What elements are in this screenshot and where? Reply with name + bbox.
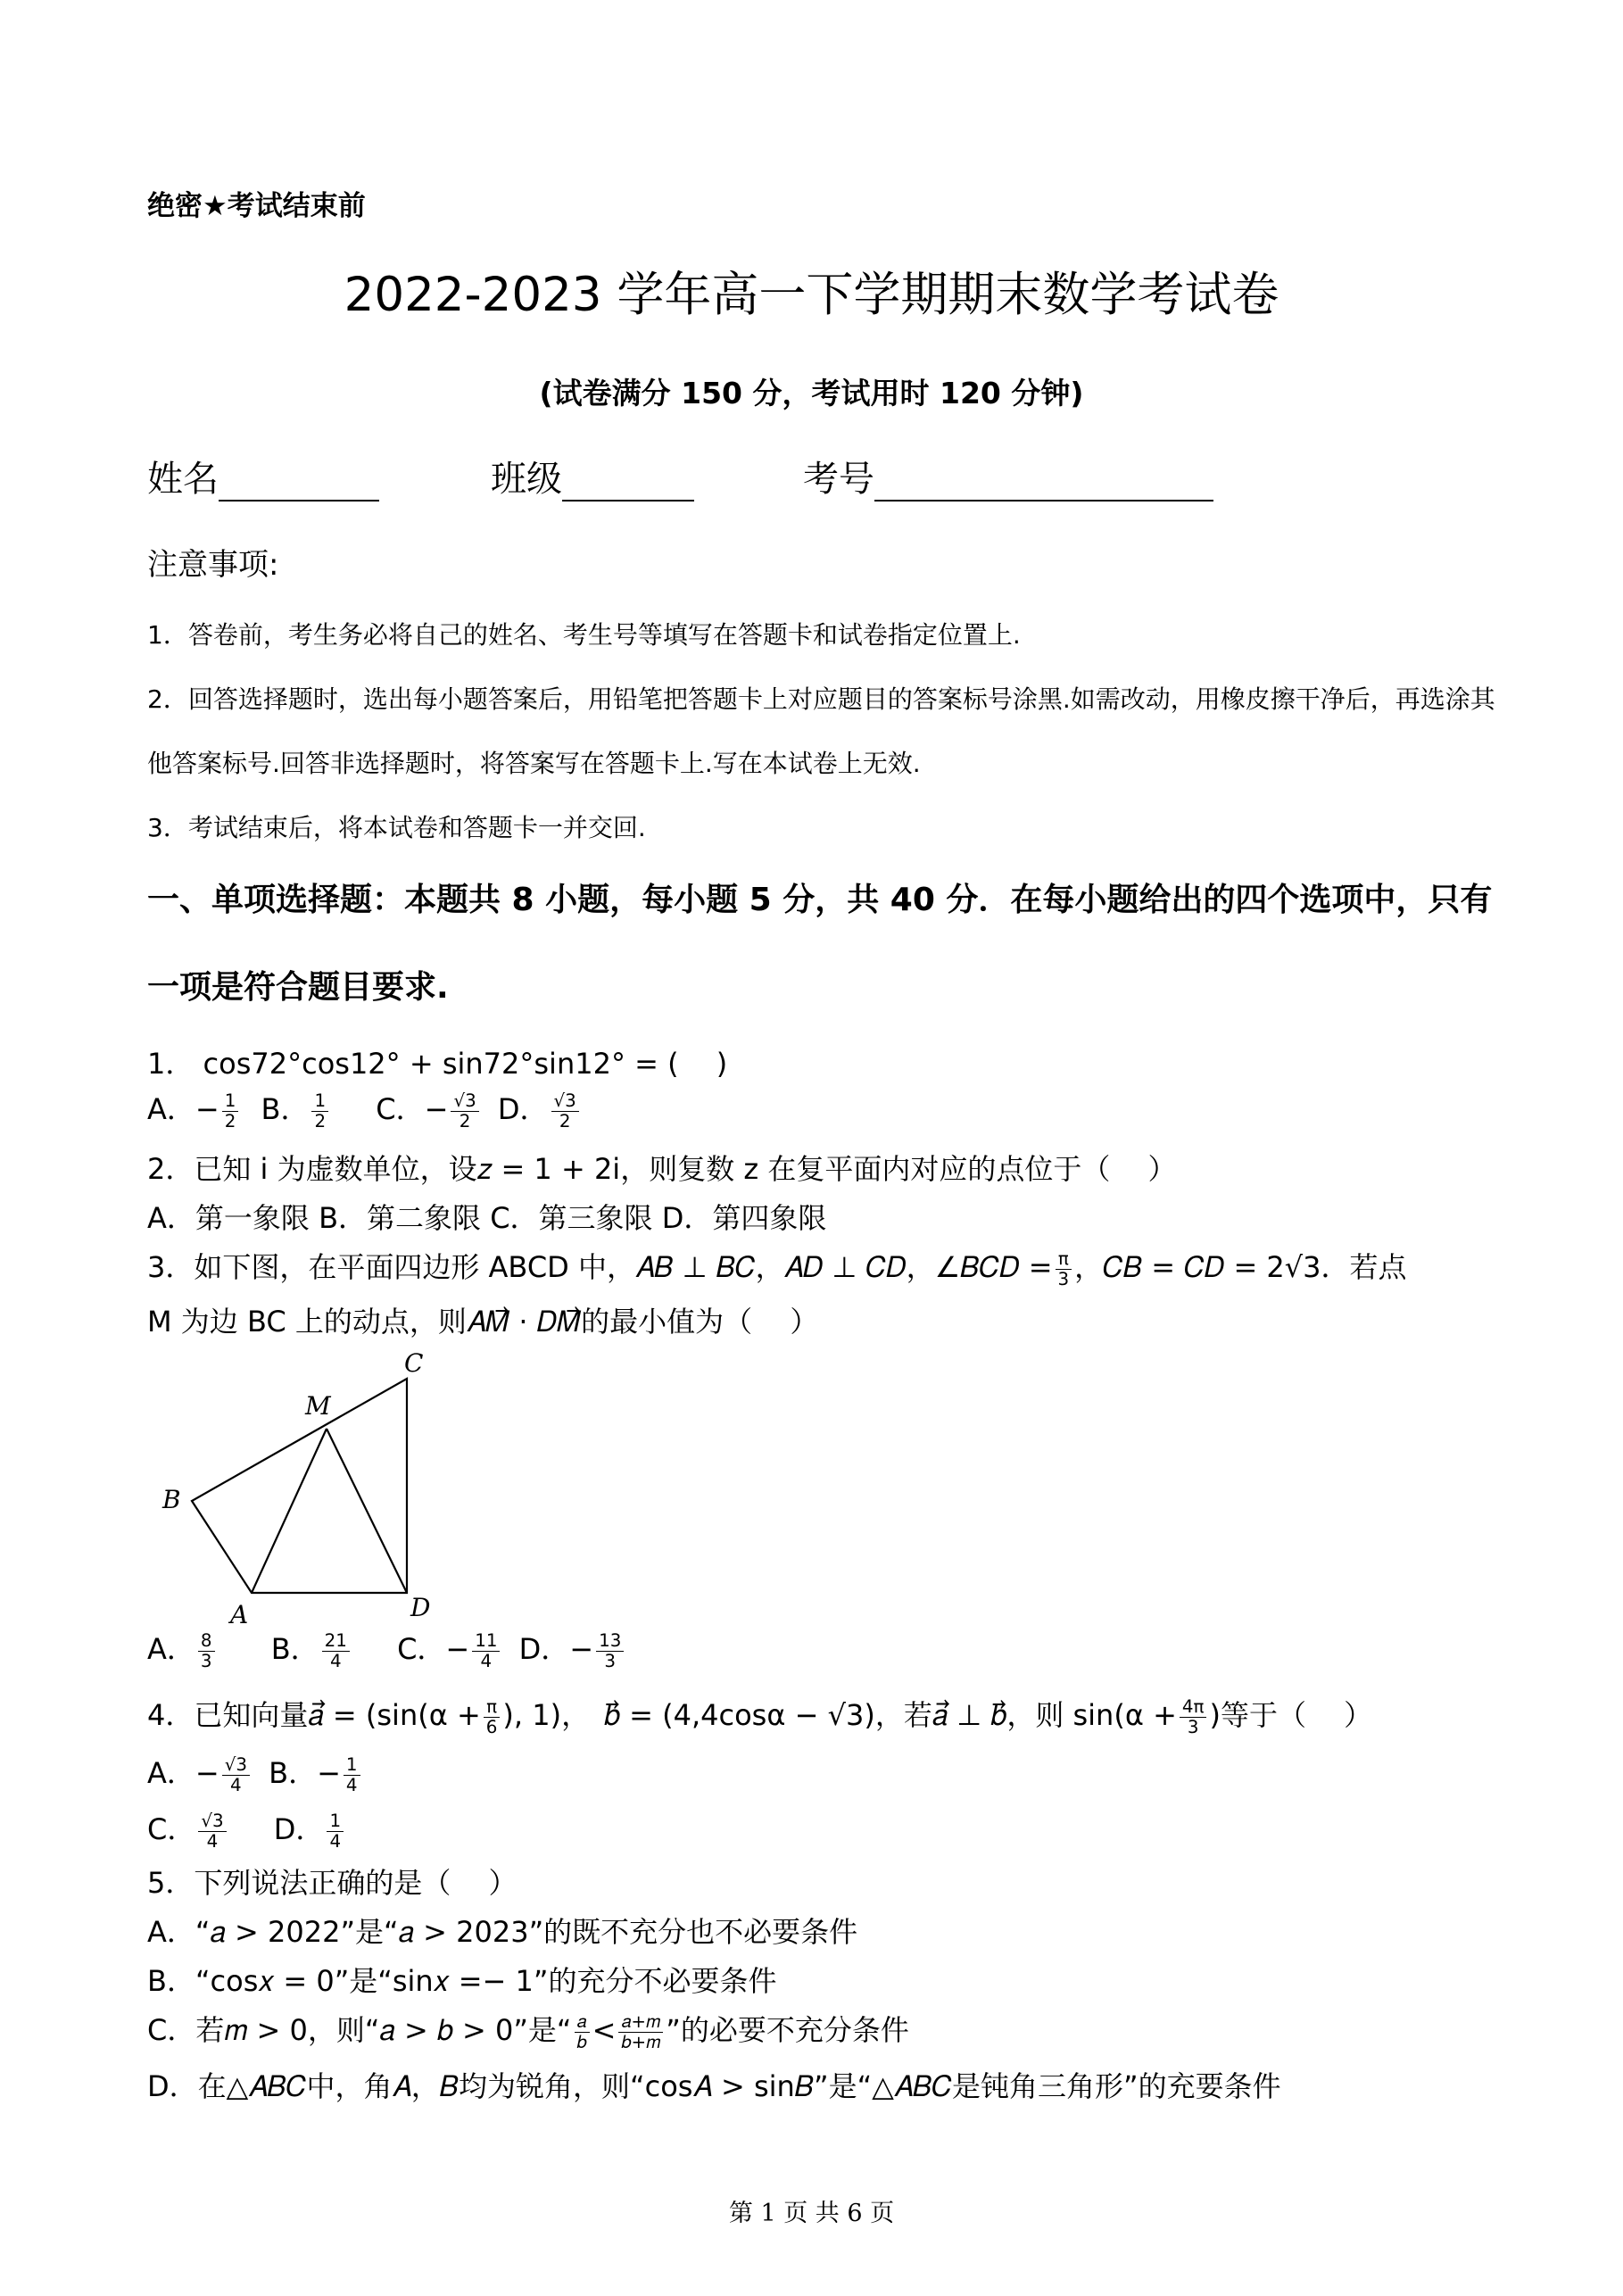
q4-option-b-fraction: $\frac{1}{4}$ [344, 1755, 360, 1795]
q1-option-c-label: C．− [376, 1092, 449, 1126]
q1-option-b-label: B． [261, 1092, 310, 1126]
confidential-label: 绝密★考试结束前 [147, 190, 366, 222]
question-2-options: A．第一象限 B．第二象限 C．第三象限 D．第四象限 [147, 1201, 827, 1235]
notice-title: 注意事项: [147, 547, 279, 583]
point-label-c: C [404, 1348, 424, 1378]
class-label: 班级 [491, 459, 562, 500]
question-4-options-ab [147, 1751, 363, 1795]
question-2-stem: 2．已知 i 为虚数单位，设𝑧 = 1 + 2i，则复数 z 在复平面内对应的点位于（ ） [147, 1152, 1177, 1186]
q3-option-b-fraction: $\frac{21}{4}$ [322, 1631, 350, 1671]
segment-dm [327, 1429, 407, 1593]
q5-fraction-am-over-bm: $\frac{\text{𝑎+𝑚}}{\text{𝑏+𝑚}}$ [618, 2012, 663, 2052]
question-5-option-b: B．“cos𝑥 = 0”是“sin𝑥 =− 1”的充分不必要条件 [147, 1964, 777, 1998]
q3-option-d-label: D．− [518, 1632, 594, 1666]
point-label-b: B [162, 1485, 181, 1514]
quadrilateral-diagram [152, 1343, 473, 1629]
notice-item-3: 3．考试结束后，将本试卷和答题卡一并交回. [147, 813, 646, 842]
section-heading-line1: 一、单项选择题：本题共 8 小题，每小题 5 分，共 40 分．在每小题给出的四个选项中，只有 [147, 882, 1493, 918]
q3-option-c-label: C．− [397, 1632, 470, 1666]
q4-fraction-2: $\frac{4\pi}{3}$ [1180, 1697, 1207, 1737]
question-3-options [147, 1627, 626, 1670]
question-5-option-d: D．在△𝐴𝐵𝐶中，角𝐴，𝐵均为锐角，则“cos𝐴 > sin𝐵”是“△𝐴𝐵𝐶是钝角三角形”的充要条件 [147, 2069, 1281, 2103]
question-5-option-c: C．若𝑚 > 0，则“𝑎 > 𝑏 > 0”是“ $\frac{\text{𝑎}}{\text{𝑏}}$ < $\frac{\text{𝑎+𝑚}}{\text{𝑏+𝑚}}$ ”的必要不充分条件 [147, 2010, 909, 2052]
page-title: 2022-2023 学年高一下学期期末数学考试卷 [344, 268, 1279, 322]
q3-option-b-label: B． [270, 1632, 319, 1666]
q1-option-a-fraction: $\frac{1}{2}$ [222, 1091, 239, 1131]
class-field [491, 451, 694, 501]
notice-item-2b: 他答案标号.回答非选择题时，将答案写在答题卡上.写在本试卷上无效. [147, 749, 921, 778]
question-5-stem: 5．下列说法正确的是（ ） [147, 1866, 518, 1900]
q5-fraction-a-over-b: $\frac{\text{𝑎}}{\text{𝑏}}$ [575, 2012, 590, 2052]
point-label-a: A [230, 1600, 249, 1629]
q4-option-c-fraction: $\frac{√3}{4}$ [198, 1811, 226, 1852]
name-blank[interactable] [219, 466, 379, 501]
q4-option-d-label: D． [273, 1812, 325, 1846]
question-1-stem: 1． cos72°cos12° + sin72°sin12° = ( ) [147, 1047, 728, 1081]
q4-option-a-label: A．− [147, 1756, 219, 1790]
q3-option-a-label: A． [147, 1632, 195, 1666]
name-field [147, 451, 379, 501]
name-label: 姓名 [147, 459, 219, 500]
question-3-stem-line1: 3．如下图，在平面四边形 ABCD 中，𝐴𝐵 ⊥ 𝐵𝐶，𝐴𝐷 ⊥ 𝐶𝐷，∠𝐵𝐶𝐷 = $\frac{\pi}{3}$ ，𝐶𝐵 = 𝐶𝐷 = 2√3．若点 [147, 1247, 1407, 1289]
q1-option-d-fraction: $\frac{√3}{2}$ [551, 1091, 579, 1131]
quadrilateral-abcd [192, 1379, 407, 1593]
exam-no-label: 考号 [803, 459, 874, 500]
question-4-stem: 4．已知向量𝑎⃗ = (sin(α + $\frac{\pi}{6}$ ), 1)， 𝑏⃗ = (4,4cosα − √3)，若𝑎⃗ ⊥ 𝑏⃗，则 sin(α + $\frac{4\pi}{3}$ )等于（ ） [147, 1695, 1373, 1737]
point-label-d: D [410, 1593, 431, 1622]
page-subtitle: (试卷满分 150 分，考试用时 120 分钟) [539, 376, 1084, 410]
q3-option-a-fraction: $\frac{8}{3}$ [198, 1631, 215, 1671]
class-blank[interactable] [562, 466, 694, 501]
section-heading-line2: 一项是符合题目要求. [147, 969, 449, 1006]
q4-option-c-label: C． [147, 1812, 196, 1846]
segment-am [252, 1429, 327, 1593]
q4-fraction-1: $\frac{\pi}{6}$ [484, 1697, 501, 1737]
question-3-stem-line2: M 为边 BC 上的动点，则𝐴𝑀⃗ · 𝐷𝑀⃗的最小值为（ ） [147, 1305, 819, 1339]
q1-option-d-label: D． [497, 1092, 549, 1126]
point-label-m: M [305, 1391, 331, 1421]
q4-option-d-fraction: $\frac{1}{4}$ [327, 1811, 344, 1852]
q4-option-a-fraction: $\frac{√3}{4}$ [222, 1755, 250, 1795]
question-4-options-cd [147, 1807, 346, 1851]
q3-angle-fraction: $\frac{\pi}{3}$ [1056, 1249, 1072, 1289]
question-5-option-a: A．“𝑎 > 2022”是“𝑎 > 2023”的既不充分也不必要条件 [147, 1915, 858, 1949]
q1-option-a-label: A．− [147, 1092, 219, 1126]
q4-option-b-label: B．− [269, 1756, 341, 1790]
q1-option-c-fraction: $\frac{√3}{2}$ [451, 1091, 478, 1131]
exam-no-field [803, 451, 1213, 501]
q3-option-d-fraction: $\frac{13}{3}$ [596, 1631, 624, 1671]
q3-option-c-fraction: $\frac{11}{4}$ [472, 1631, 500, 1671]
exam-no-blank[interactable] [874, 466, 1213, 501]
page-footer: 第 1 页 共 6 页 [728, 2200, 895, 2227]
notice-item-2a: 2．回答选择题时，选出每小题答案后，用铅笔把答题卡上对应题目的答案标号涂黑.如需改动，用橡皮擦干净后，再选涂其 [147, 684, 1495, 714]
notice-item-1: 1．答卷前，考生务必将自己的姓名、考生号等填写在答题卡和试卷指定位置上. [147, 620, 1021, 650]
question-1-options [147, 1087, 582, 1131]
q1-option-b-fraction: $\frac{1}{2}$ [311, 1091, 328, 1131]
